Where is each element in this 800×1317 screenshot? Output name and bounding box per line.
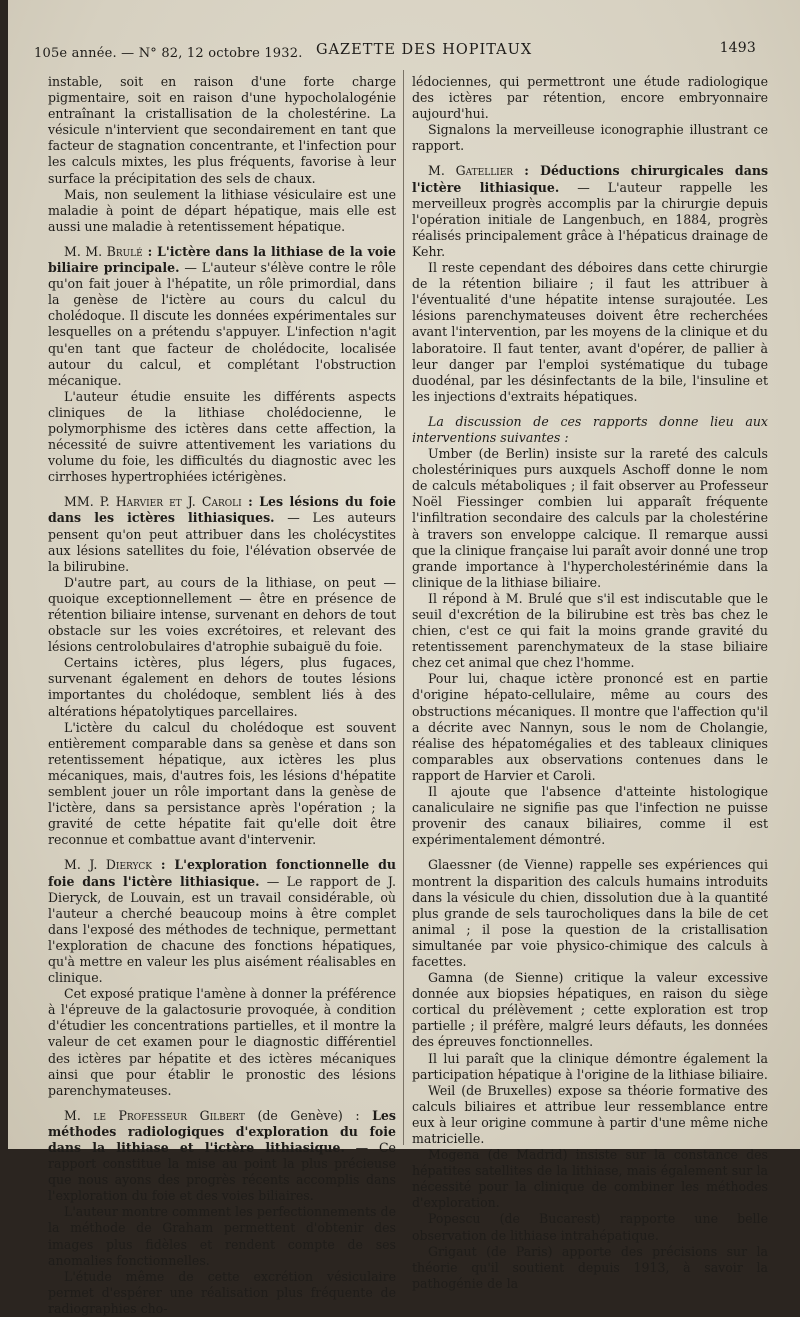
report-title: : L'ictère dans la lithiase de la voie biliaire principale.: [48, 243, 396, 276]
report-body: — Le rapport de J. Dieryck, de Louvain, est un travail considérable, où l'auteur a cherché beaucoup moins à être complet dans l'exposé des méthodes de technique, permettant l'exploration de chacune des fonctions hépatiques, qu'à mettre en valeur les plus aisément réalisables en clinique.: [48, 873, 396, 986]
left-column: [48, 74, 397, 1316]
paragraph: Cet exposé pratique l'amène à donner la préférence à l'épreuve de la galactosurie provoquée, à condition d'étudier les concentrations partielles, et il montre la valeur de cet examen pour le diagnostic différentiel des ictères par hépatite et des ictères mécaniques ainsi que pour établir le pronostic des lésions parenchymateuses.: [48, 986, 396, 1098]
author-name: M. Gatellier: [428, 163, 514, 179]
author-name: M. le Professeur Gilbert: [64, 1107, 245, 1123]
report-title: : Les lésions du foie dans les ictères lithiasiques.: [48, 494, 397, 526]
report-body: — Ce rapport constitue la mise au point la plus précieuse que nous ayons des progrès récents accomplis dans l'exploration du foie et des voies biliaires.: [48, 1140, 396, 1204]
author-name: M. J. Dieryck: [64, 857, 152, 873]
report-paragraph-gatellier: [412, 163, 768, 260]
paragraph: Grigaut (de Paris) apporte des précisions sur la théorie qu'il soutient depuis 1913, à savoir la pathogénie de la: [412, 1243, 768, 1291]
paragraph: Il répond à M. Brulé que s'il est indiscutable que le seuil d'excrétion de la bilirubine est très bas chez le chien, c'est ce qui fait la moins grande gravité du retentissement parenchymateux de la stase biliaire chez cet animal que chez l'homme.: [412, 590, 768, 671]
report-paragraph-gilbert: [48, 1108, 396, 1205]
paragraph: Il ajoute que l'absence d'atteinte histologique canaliculaire ne signifie pas que l'infection ne puisse provenir des canaux biliaires, comme il est expérimentalement démontré.: [412, 784, 768, 848]
paragraph: Glaessner (de Vienne) rappelle ses expériences qui montrent la disparition des calculs humains introduits dans la vésicule du chien, dissolution due à la quantité plus grande de sels taurocholiques dans la bile de cet animal ; il pose la question de la cristallisation simultanée par voie physico-chimique des calculs à facettes.: [412, 857, 768, 969]
newspaper-page: [8, 0, 800, 1316]
author-name: MM. P. Harvier et J. Caroli: [64, 494, 242, 510]
paragraph: Umber (de Berlin) insiste sur la rareté des calculs cholestériniques purs auxquels Aschoff donne le nom de calculs métaboliques ; il fait observer au Professeur Noël Fiessinger combien lui apparaît fréquente l'infiltration secondaire des calculs par la cholestérine à travers son enveloppe calcique. Il remarque aussi que la clinique française lui paraît avoir donné une trop grande importance à l'hypercholestérinémie dans la clinique de la lithiase biliaire.: [412, 446, 768, 590]
report-body: — L'auteur s'élève contre le rôle qu'on fait jouer à l'hépatite, un rôle primordial, dans la genèse de l'ictère au cours du calcul du cholédoque. Il discute les données expérimentales sur lesquelles on a prétendu s'appuyer. L'infection n'agit qu'en tant que facteur de cholédocite, localisée autour du calcul, et complétant l'obstruction mécanique.: [48, 260, 396, 388]
paragraph: L'auteur étudie ensuite les différents aspects cliniques de la lithiase cholédocienne, le polymorphisme des ictères dans cette affection, la nécessité de suivre attentivement les variations du volume du foie, les difficultés du diagnostic avec les cirrhoses hypertrophiées ictérigènes.: [48, 388, 396, 485]
paragraph: Il reste cependant des déboires dans cette chirurgie de la rétention biliaire ; il faut les attribuer à l'éventualité d'une hépatite intense surajoutée. Les lésions parenchymateuses doivent être recherchées avant l'intervention, par les moyens de la clinique et du laboratoire. Il faut tenter, avant d'opérer, de pallier à leur danger par l'emploi systématique du tubage duodénal, par les désinfectants de la bile, l'insuline et les injections d'extraits hépatiques.: [412, 260, 768, 404]
paragraph: instable, soit en raison d'une forte charge pigmentaire, soit en raison d'une hypocholalogénie entraînant la cristallisation de la cholestérine. La vésicule n'intervient que secondairement en tant que facteur de stagnation concentrante, et l'infection pour les calculs mixtes, les plus fréquents, favorise à leur surface la précipitation des sels de chaux.: [48, 74, 396, 186]
page-number: 1493: [719, 40, 756, 56]
report-title: Les méthodes radiologiques d'exploration du foie dans la lithiase et l'ictère lithiasique.: [48, 1107, 396, 1155]
paragraph: Mais, non seulement la lithiase vésiculaire est une maladie à point de départ hépatique, mais elle est aussi une maladie à retentissement hépatique.: [48, 186, 396, 234]
paragraph: Gamna (de Sienne) critique la valeur excessive donnée aux biopsies hépatiques, en raison du siège cortical du prélèvement ; cette exploration est trop partielle ; il préfère, malgré leurs défauts, les données des épreuves fonctionnelles.: [412, 970, 768, 1050]
paragraph: L'auteur montre comment les perfectionnements de la méthode de Graham permettent d'obtenir des images plus fidèles et rendent compte de ses anomalies fonctionnelles.: [48, 1204, 396, 1268]
paragraph: Certains ictères, plus légers, plus fugaces, survenant également en dehors de toutes lésions importantes du cholédoque, semblent liés à des altérations hépatolytiques parcellaires.: [48, 655, 396, 719]
page-header: [34, 40, 778, 64]
report-title: : Déductions chirurgicales dans l'ictère lithiasique.: [412, 163, 769, 195]
discussion-heading: [412, 414, 768, 446]
report-paragraph-brule: [48, 244, 396, 389]
report-title: : L'exploration fonctionnelle du foie dans l'ictère lithiasique.: [48, 857, 397, 889]
discussion-heading-text: La discussion de ces rapports donne lieu aux interventions suivantes :: [412, 413, 768, 445]
report-paragraph-harvier-caroli: [48, 494, 396, 574]
issue-line: 105e année. — N° 82, 12 octobre 1932.: [34, 46, 303, 61]
paragraph: Mogena (de Madrid) insiste sur la constance des hépatites satellites de la lithiase, mais également sur la nécessité pour la clinique de combiner les méthodes d'exploration.: [412, 1147, 768, 1211]
paragraph: Popescu (de Bucarest) rapporte une belle observation de lithiase intrahépatique.: [412, 1211, 768, 1243]
paragraph: L'ictère du calcul du cholédoque est souvent entièrement comparable dans sa genèse et dans son retentissement hépatique, aux ictères les plus mécaniques, mais, d'autres fois, les lésions d'hépatite semblent jouer un rôle important dans la genèse de l'ictère, dans sa persistance après l'opération ; la gravité de cette hépatite fait qu'elle doit être reconnue et combattue avant d'intervenir.: [48, 719, 396, 848]
journal-title: GAZETTE DES HOPITAUX: [316, 42, 533, 58]
right-column: [412, 74, 769, 1291]
report-paragraph-dieryck: [48, 857, 396, 986]
paragraph: Pour lui, chaque ictère prononcé est en partie d'origine hépato-cellulaire, même au cours des obstructions mécaniques. Il montre que l'affection qu'il a décrite avec Nannyn, sous le nom de Cholangie, réalise des hépatomégalies et des tableaux cliniques comparables aux observations contenues dans le rapport de Harvier et Caroli.: [412, 671, 768, 783]
report-body: — Les auteurs pensent qu'on peut attribuer dans les cholécystites aux lésions satellites du foie, l'élévation observée de la bilirubine.: [48, 510, 396, 574]
paragraph: Signalons la merveilleuse iconographie illustrant ce rapport.: [412, 122, 768, 154]
paragraph: Il lui paraît que la clinique démontre également la participation hépatique à l'origine de la lithiase biliaire.: [412, 1050, 768, 1082]
report-body: — L'auteur rappelle les merveilleux progrès accomplis par la chirurgie depuis l'opération initiale de Langenbuch, en 1884, progrès réalisés principalement grâce à l'hépaticus drainage de Kehr.: [412, 179, 768, 259]
column-divider: [403, 70, 404, 1145]
author-name: M. M. Brulé: [64, 243, 143, 259]
paragraph: D'autre part, au cours de la lithiase, on peut — quoique exceptionnellement — être en présence de rétention biliaire intense, survenant en dehors de tout obstacle sur les voies excrétoires, et relevant des lésions centrolobulaires d'atrophie subaiguë du foie.: [48, 574, 396, 655]
paragraph: lédociennes, qui permettront une étude radiologique des ictères par rétention, encore embryonnaire aujourd'hui.: [412, 74, 768, 122]
paragraph: Weil (de Bruxelles) expose sa théorie formative des calculs biliaires et attribue leur ressemblance entre eux à leur origine commune à partir d'une même niche matricielle.: [412, 1082, 768, 1146]
paragraph: L'étude même de cette excrétion vésiculaire permet d'espérer une réalisation plus fréquente de radiographies cho-: [48, 1268, 396, 1316]
author-place: (de Genève) :: [244, 1107, 373, 1123]
